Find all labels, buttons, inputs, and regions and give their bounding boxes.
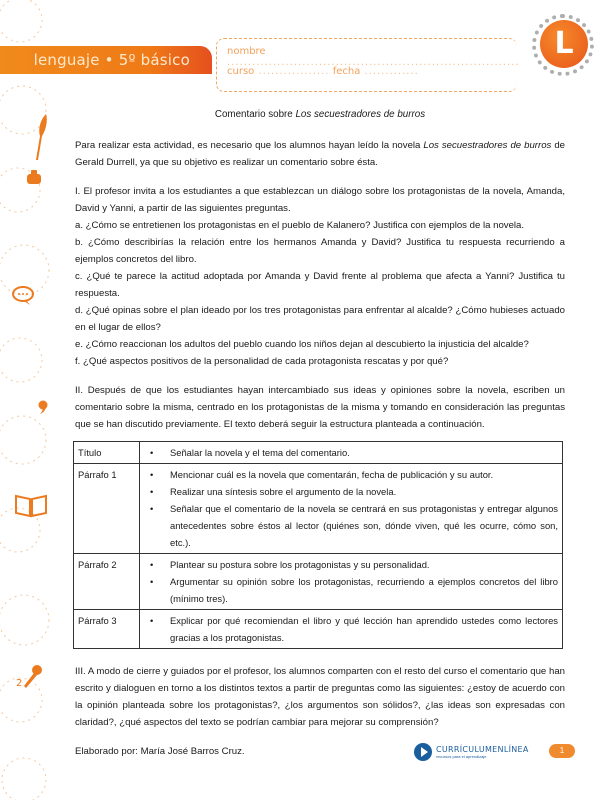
row-content xyxy=(140,554,563,610)
course-label: curso xyxy=(227,66,255,77)
question-d: d. ¿Qué opinas sobre el plan ideado por los tres protagonistas para enfrentar al alcalde? ¿Cómo hubieses actuado en el lugar de ellos? xyxy=(75,305,565,333)
section-1-heading: I. El profesor invita a los estudiantes a que establezcan un diálogo sobre los protagonistas de la novela, Amanda, David y Yanni, a partir de las siguientes preguntas. xyxy=(75,186,565,214)
structure-table xyxy=(73,441,563,649)
list-item: • Señalar la novela y el tema del comentario. xyxy=(170,444,558,461)
speech-bubble-icon xyxy=(12,286,34,306)
question-e: e. ¿Cómo reaccionan los adultos del pueblo cuando los niños dejan al descubierto la injusticia del alcalde? xyxy=(75,339,529,350)
inkwell-icon xyxy=(26,170,42,184)
intro-book-name: Los secuestradores de burros xyxy=(423,140,552,151)
intro-paragraph xyxy=(75,137,565,171)
student-info-fields xyxy=(216,38,520,92)
date-field[interactable]: fecha ............. xyxy=(332,66,419,77)
author-line: Elaborado por: María José Barros Cruz. xyxy=(75,746,245,757)
title-book-name: Los secuestradores de burros xyxy=(295,109,426,120)
section-3: III. A modo de cierre y guiados por el profesor, los alumnos comparten con el resto del curso el comentario que han escrito y dialoguen en torno a los distintos textos a partir de preguntas como las siguientes: ¿estoy de acuerdo con la opinión planteada sobre los protagonistas?, ¿los argumentos son sólidos?, ¿las ideas son expresadas con claridad?, ¿qué aspectos del texto se podrían cambiar para mejorar su comprensión? xyxy=(75,666,565,728)
comma-icon xyxy=(38,400,48,414)
title-prefix: Comentario sobre xyxy=(214,109,296,120)
decorative-sidebar xyxy=(0,0,68,800)
table-row xyxy=(74,610,563,649)
row-content xyxy=(140,442,563,464)
intro-text-1: Para realizar esta actividad, es necesario que los alumnos hayan leído la novela xyxy=(75,140,424,151)
list-item: • Plantear su postura sobre los protagonistas y su personalidad. xyxy=(170,556,558,573)
list-item: • Argumentar su opinión sobre los protagonistas, recurriendo a ejemplos concretos del libro (mínimo tres). xyxy=(170,573,558,607)
question-c: c. ¿Qué te parece la actitud adoptada por Amanda y David frente al problema que afecta a Yanni? Justifica tu respuesta. xyxy=(75,271,565,299)
svg-text:2: 2 xyxy=(16,678,23,689)
subject-letter-badge: L xyxy=(540,20,588,68)
subject-grade-label: lenguaje • 5º básico xyxy=(33,51,190,69)
section-2: II. Después de que los estudiantes hayan intercambiado sus ideas y opiniones sobre la novela, escriben un comentario sobre la misma, centrado en los protagonistas de la misma y tomando en consideración las preguntas que se han discutido previamente. El texto deberá seguir la estructura planteada a continuación. xyxy=(75,385,565,430)
table-row xyxy=(74,464,563,554)
quill-icon xyxy=(34,114,48,160)
intro-text-2: de Gerald Durrell, ya que su objetivo es realizar un comentario sobre ésta. xyxy=(75,140,566,168)
name-field[interactable]: nombre ...................................................................... xyxy=(227,46,520,68)
document-body xyxy=(75,106,565,760)
microphone-icon xyxy=(16,664,44,690)
row-label: Párrafo 2 xyxy=(74,554,140,610)
logo-title: CURRÍCULUMENLÍNEA xyxy=(436,745,529,754)
subject-band xyxy=(0,46,212,74)
row-label: Párrafo 1 xyxy=(74,464,140,554)
logo-subtitle: recursos para el aprendizaje xyxy=(436,754,487,759)
page-number-badge: 1 xyxy=(549,744,575,758)
row-content xyxy=(140,464,563,554)
row-label: Título xyxy=(74,442,140,464)
date-label: fecha xyxy=(332,66,361,77)
curriculum-logo[interactable] xyxy=(414,743,529,761)
question-f: f. ¿Qué aspectos positivos de la personalidad de cada protagonista rescatas y por qué? xyxy=(75,356,449,367)
name-label: nombre xyxy=(227,46,266,57)
section-1 xyxy=(75,183,565,370)
play-logo-icon xyxy=(414,743,432,761)
row-label: Párrafo 3 xyxy=(74,610,140,649)
list-item: • Señalar que el comentario de la novela se centrará en sus protagonistas y entregar algunos antecedentes sobre éstos al lector (quiénes son, dónde viven, qué les ocurre, cómo son, etc.). xyxy=(170,500,558,551)
table-row xyxy=(74,442,563,464)
course-field[interactable]: curso ................. xyxy=(227,66,330,77)
row-content xyxy=(140,610,563,649)
open-book-icon xyxy=(14,494,48,518)
list-item: • Explicar por qué recomiendan el libro y qué lección han aprendido ustedes como lectores gracias a los protagonistas. xyxy=(170,612,558,646)
course-date-fields xyxy=(227,66,419,77)
question-b: b. ¿Cómo describirías la relación entre los hermanos Amanda y David? Justifica tu respuesta recurriendo a ejemplos concretos del libro. xyxy=(75,237,565,265)
table-row xyxy=(74,554,563,610)
document-title xyxy=(75,106,565,123)
list-item: • Realizar una síntesis sobre el argumento de la novela. xyxy=(170,483,558,500)
question-a: a. ¿Cómo se entretienen los protagonistas en el pueblo de Kalanero? Justifica con ejemplos de la novela. xyxy=(75,220,525,231)
list-item: • Mencionar cuál es la novela que comentarán, fecha de publicación y su autor. xyxy=(170,466,558,483)
